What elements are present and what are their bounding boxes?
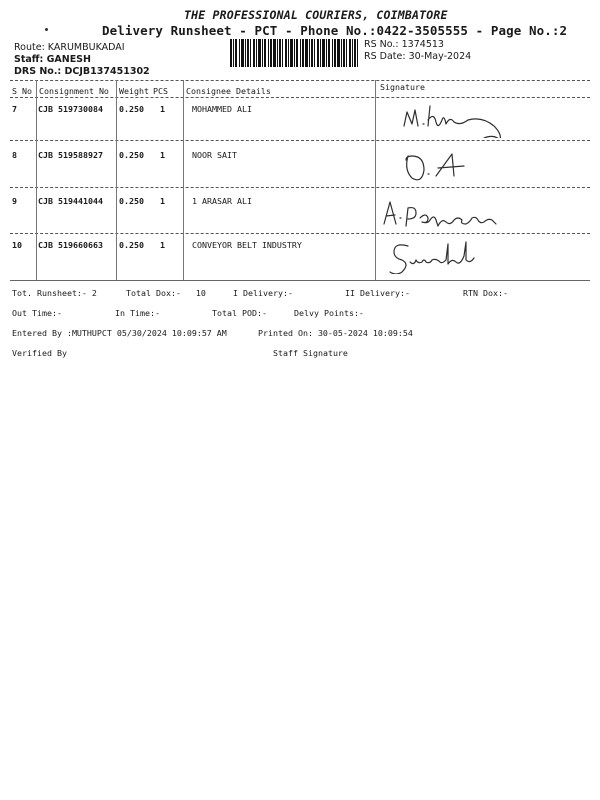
row-consignee: CONVEYOR BELT INDUSTRY [192, 240, 302, 250]
handwritten-signature-3 [380, 196, 510, 232]
rs-date: RS Date: 30-May-2024 [364, 51, 472, 62]
column-rule [36, 80, 37, 280]
row-divider [10, 140, 590, 141]
column-rule [375, 80, 376, 280]
handwritten-signature-1 [400, 100, 550, 138]
entered-by: Entered By :MUTHUPCT 05/30/2024 10:09:57 AM [12, 328, 227, 338]
in-time: In Time:- [115, 308, 160, 318]
total-runsheet: Tot. Runsheet:- 2 [12, 288, 97, 298]
verified-by: Verified By [12, 348, 67, 358]
barcode [230, 39, 358, 67]
row-consignment: CJB 519730084 [38, 104, 103, 114]
row-consignment: CJB 519660663 [38, 240, 103, 250]
row-weight: 0.250 [119, 196, 144, 206]
rtn-dox: RTN Dox:- [463, 288, 508, 298]
company-title: THE PROFESSIONAL COURIERS, COIMBATORE [184, 8, 448, 22]
ink-dot [45, 28, 48, 31]
out-time: Out Time:- [12, 308, 62, 318]
route-label: Route: KARUMBUKADAI [14, 42, 125, 53]
row-pcs: 1 [160, 240, 165, 250]
table-top-rule [10, 80, 590, 81]
row-sno: 8 [12, 150, 17, 160]
header-bottom-rule [10, 97, 590, 98]
col-header-consignee: Consignee Details [186, 86, 271, 96]
row-divider [10, 187, 590, 188]
row-sno: 7 [12, 104, 17, 114]
handwritten-signature-2 [402, 146, 472, 186]
column-rule [183, 80, 184, 280]
row-consignee: 1 ARASAR ALI [192, 196, 252, 206]
row-weight: 0.250 [119, 150, 144, 160]
col-header-weight: Weight [119, 86, 149, 96]
row-consignment: CJB 519441044 [38, 196, 103, 206]
staff-signature: Staff Signature [273, 348, 348, 358]
row-consignee: NOOR SAIT [192, 150, 237, 160]
row-weight: 0.250 [119, 104, 144, 114]
total-pod: Total POD:- [212, 308, 267, 318]
col-header-pcs: PCS [153, 86, 168, 96]
col-header-signature: Signature [380, 82, 425, 92]
row-consignee: MOHAMMED ALI [192, 104, 252, 114]
i-delivery: I Delivery:- [233, 288, 293, 298]
col-header-sno: S No [12, 86, 32, 96]
rs-number: RS No.: 1374513 [364, 39, 444, 50]
total-dox: Total Dox:- 10 [126, 288, 206, 298]
table-bottom-rule [10, 280, 590, 281]
staff-label: Staff: GANESH [14, 54, 91, 65]
row-consignment: CJB 519588927 [38, 150, 103, 160]
ii-delivery: II Delivery:- [345, 288, 410, 298]
row-divider [10, 233, 590, 234]
row-weight: 0.250 [119, 240, 144, 250]
handwritten-signature-4 [386, 238, 496, 274]
column-rule [116, 80, 117, 280]
col-header-consignment: Consignment No [39, 86, 109, 96]
row-sno: 10 [12, 240, 22, 250]
row-sno: 9 [12, 196, 17, 206]
row-pcs: 1 [160, 196, 165, 206]
runsheet-title: Delivery Runsheet - PCT - Phone No.:0422-3505555 - Page No.:2 [102, 23, 568, 38]
printed-on: Printed On: 30-05-2024 10:09:54 [258, 328, 413, 338]
row-pcs: 1 [160, 150, 165, 160]
drs-number: DRS No.: DCJB137451302 [14, 66, 150, 77]
delivery-points: Delvy Points:- [294, 308, 364, 318]
row-pcs: 1 [160, 104, 165, 114]
